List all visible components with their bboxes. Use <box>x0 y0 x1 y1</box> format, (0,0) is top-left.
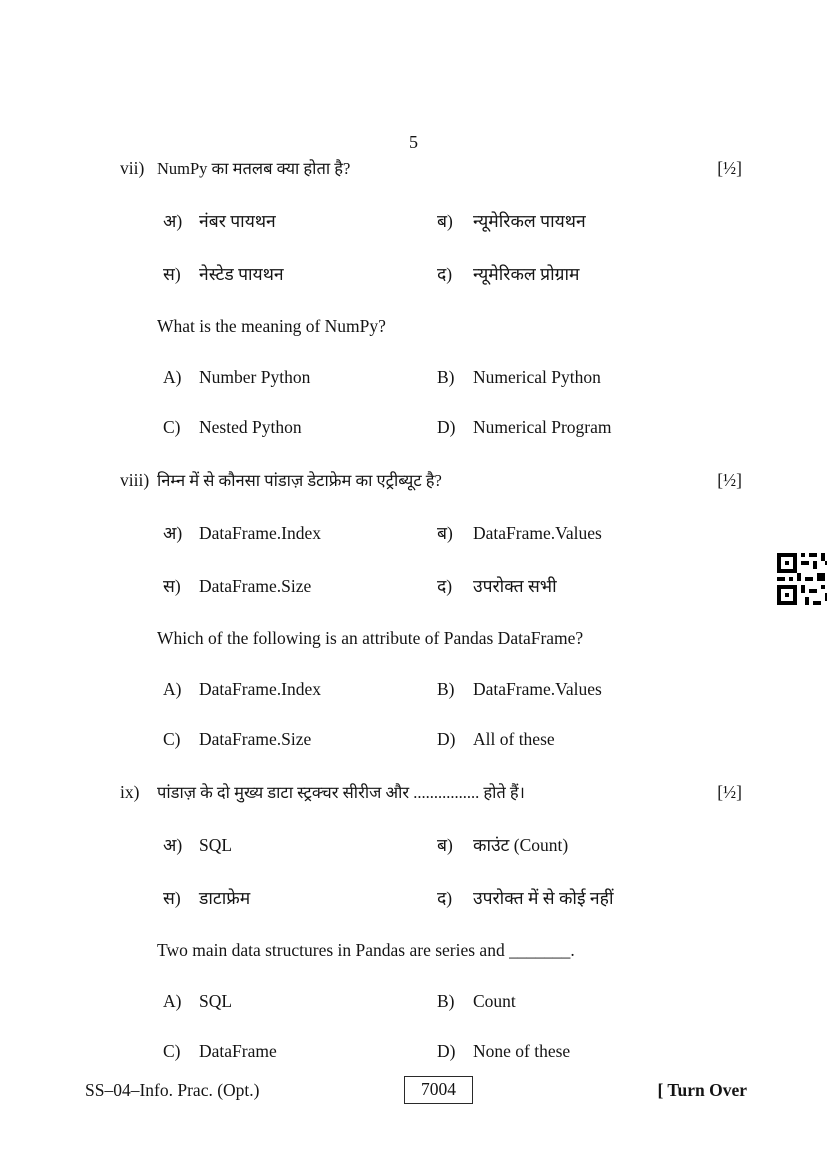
question-header <box>120 468 742 491</box>
question-number: vii) <box>120 158 145 178</box>
option-text: SQL <box>199 835 233 855</box>
option-label: B) <box>437 367 455 387</box>
option-text: DataFrame.Index <box>199 679 321 699</box>
hindi-options <box>163 521 742 598</box>
question-number: viii) <box>120 470 150 490</box>
option-label: स) <box>163 888 181 908</box>
question-header-english <box>120 316 742 337</box>
english-options <box>163 679 742 750</box>
option-label: D) <box>437 417 456 437</box>
option-label: ब) <box>437 211 453 231</box>
option-label: C) <box>163 1041 181 1061</box>
qr-code-icon <box>777 553 827 605</box>
option-label: B) <box>437 991 455 1011</box>
option-text: डाटाफ्रेम <box>199 888 251 908</box>
question-text-hindi: निम्न में से कौनसा पांडाज़ डेटाफ्रेम का एट्रीब्यूट है? <box>157 471 442 490</box>
option-label: ब) <box>437 835 453 855</box>
option <box>437 1041 742 1062</box>
option <box>163 833 437 857</box>
option-label: D) <box>437 729 456 749</box>
option-label: D) <box>437 1041 456 1061</box>
option-label: अ) <box>163 211 183 231</box>
option-label: द) <box>437 264 453 284</box>
page-footer <box>85 1076 747 1104</box>
question-vii <box>120 156 742 438</box>
option-label: ब) <box>437 523 453 543</box>
option-text: नंबर पायथन <box>199 211 276 231</box>
option-text: उपरोक्त में से कोई नहीं <box>473 888 614 908</box>
english-options <box>163 991 742 1062</box>
option <box>437 574 742 598</box>
option <box>163 574 437 598</box>
option <box>163 1041 437 1062</box>
option-text: SQL <box>199 991 233 1011</box>
option-text: None of these <box>473 1041 571 1061</box>
footer-turn-over: [ Turn Over <box>657 1079 747 1100</box>
option-label: B) <box>437 679 455 699</box>
option <box>163 991 437 1012</box>
option <box>163 417 437 438</box>
option-text: नेस्टेड पायथन <box>199 264 284 284</box>
option <box>437 262 742 286</box>
option <box>163 679 437 700</box>
option-text: न्यूमेरिकल प्रोग्राम <box>473 264 580 284</box>
option <box>163 262 437 286</box>
question-marks: [½] <box>717 782 742 802</box>
option <box>163 729 437 750</box>
option-text: न्यूमेरिकल पायथन <box>473 211 586 231</box>
page-number: 5 <box>409 132 418 152</box>
option-text: DataFrame.Size <box>199 576 312 596</box>
question-header <box>120 156 742 179</box>
option <box>163 367 437 388</box>
option-label: स) <box>163 576 181 596</box>
option-label: अ) <box>163 835 183 855</box>
option-text: उपरोक्त सभी <box>473 576 557 596</box>
question-text-hindi: पांडाज़ के दो मुख्य डाटा स्ट्रक्चर सीरीज और ................ होते हैं। <box>157 783 525 802</box>
option-text: DataFrame.Index <box>199 523 321 543</box>
option-text: Number Python <box>199 367 311 387</box>
option-text: Nested Python <box>199 417 302 437</box>
option <box>437 886 742 910</box>
option-text: DataFrame <box>199 1041 277 1061</box>
option <box>437 991 742 1012</box>
option-label: C) <box>163 417 181 437</box>
option-text: DataFrame.Size <box>199 729 312 749</box>
option-text: Numerical Program <box>473 417 612 437</box>
question-number: ix) <box>120 782 140 802</box>
question-text-english: Which of the following is an attribute of Pandas DataFrame? <box>157 628 584 648</box>
hindi-options <box>163 833 742 910</box>
option-label: C) <box>163 729 181 749</box>
option-label: स) <box>163 264 181 284</box>
option <box>437 417 742 438</box>
question-text-hindi: NumPy का मतलब क्या होता है? <box>157 159 351 178</box>
option-label: द) <box>437 888 453 908</box>
footer-serial-box: 7004 <box>404 1076 473 1104</box>
option-text: DataFrame.Values <box>473 523 602 543</box>
option-text: All of these <box>473 729 555 749</box>
question-header-english <box>120 628 742 649</box>
option <box>437 367 742 388</box>
option-text: काउंट (Count) <box>473 835 569 855</box>
question-header-english <box>120 940 742 961</box>
option <box>163 521 437 545</box>
option-label: A) <box>163 367 182 387</box>
question-viii <box>120 468 742 750</box>
option-label: अ) <box>163 523 183 543</box>
option-label: A) <box>163 991 182 1011</box>
option-label: द) <box>437 576 453 596</box>
option <box>437 679 742 700</box>
hindi-options <box>163 209 742 286</box>
option-label: A) <box>163 679 182 699</box>
question-paper-content <box>120 156 742 1092</box>
option <box>437 521 742 545</box>
question-text-english: Two main data structures in Pandas are series and _______. <box>157 940 575 960</box>
footer-paper-code: SS–04–Info. Prac. (Opt.) <box>85 1079 260 1100</box>
option-text: DataFrame.Values <box>473 679 602 699</box>
question-text-english: What is the meaning of NumPy? <box>157 316 386 336</box>
question-marks: [½] <box>717 158 742 178</box>
option <box>437 209 742 233</box>
question-marks: [½] <box>717 470 742 490</box>
option <box>163 886 437 910</box>
option-text: Numerical Python <box>473 367 601 387</box>
question-header <box>120 780 742 803</box>
option <box>437 729 742 750</box>
option <box>437 833 742 857</box>
english-options <box>163 367 742 438</box>
option <box>163 209 437 233</box>
question-ix <box>120 780 742 1062</box>
option-text: Count <box>473 991 516 1011</box>
